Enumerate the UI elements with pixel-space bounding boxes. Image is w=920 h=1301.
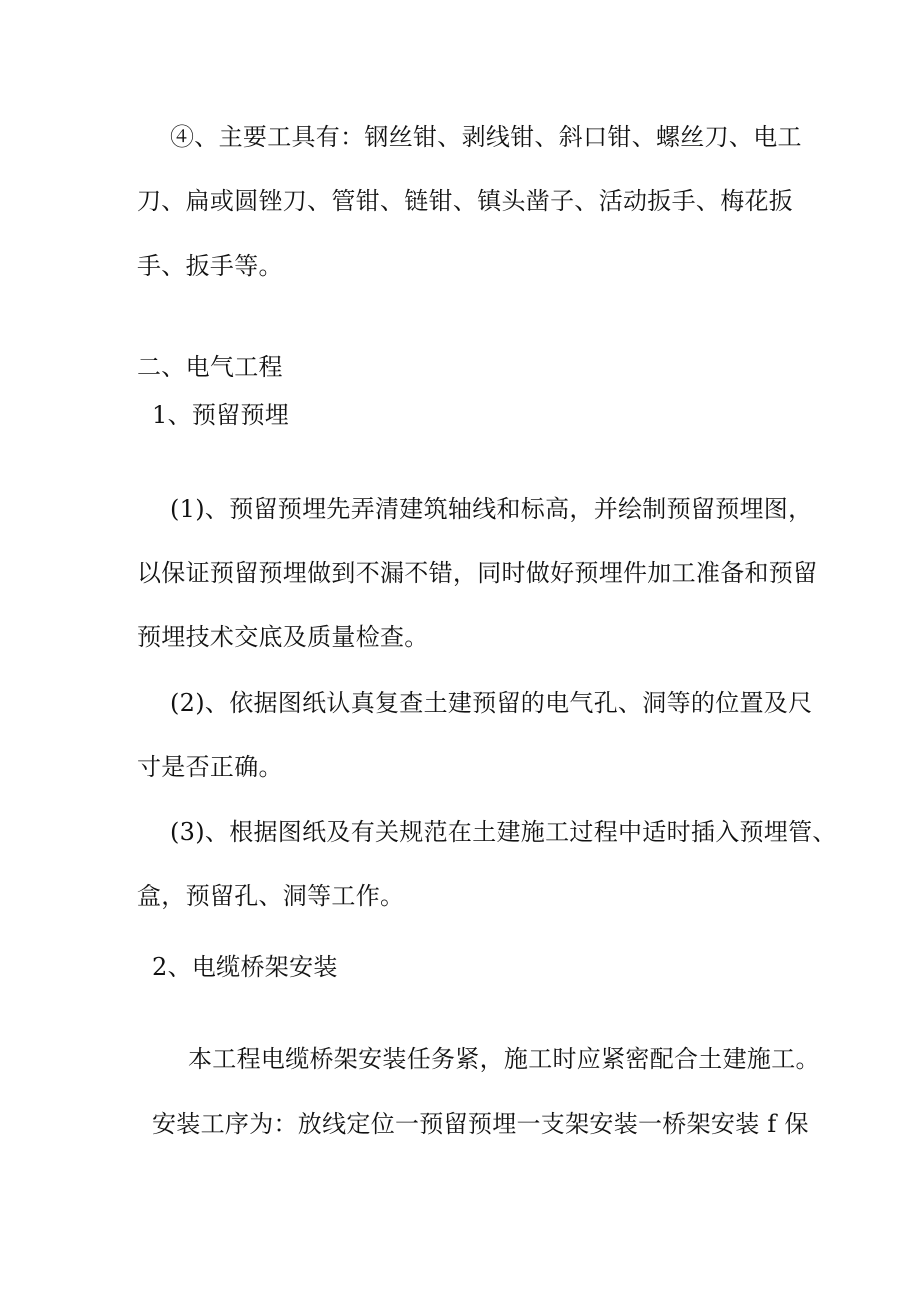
install-line-2: 安装工序为：放线定位一预留预埋一支架安装一桥架安装 f 保 [152, 1110, 809, 1138]
item-3-line-1: (3)、根据图纸及有关规范在土建施工过程中适时插入预埋管、 [170, 818, 837, 846]
tools-line-1: ④、主要工具有：钢丝钳、剥线钳、斜口钳、螺丝刀、电工 [170, 123, 802, 151]
install-line-1: 本工程电缆桥架安装任务紧，施工时应紧密配合土建施工。 [188, 1045, 820, 1073]
item-1-line-2: 以保证预留预埋做到不漏不错，同时做好预埋件加工准备和预留 [137, 559, 818, 587]
item-3-line-2: 盒，预留孔、洞等工作。 [137, 882, 405, 910]
tools-line-3: 手、扳手等。 [137, 252, 283, 280]
item-1-line-3: 预埋技术交底及质量检查。 [137, 623, 429, 651]
item-2-line-1: (2)、依据图纸认真复查土建预留的电气孔、洞等的位置及尺 [170, 689, 813, 717]
item-2-line-2: 寸是否正确。 [137, 753, 283, 781]
item-1-line-1: (1)、预留预埋先弄清建筑轴线和标高，并绘制预留预埋图， [170, 495, 813, 523]
subsection-2-title: 2、电缆桥架安装 [152, 953, 338, 981]
tools-line-2: 刀、扁或圆锉刀、管钳、链钳、镇头凿子、活动扳手、梅花扳 [137, 187, 794, 215]
subsection-1-title: 1、预留预埋 [152, 401, 290, 429]
section-title: 二、电气工程 [137, 353, 283, 381]
